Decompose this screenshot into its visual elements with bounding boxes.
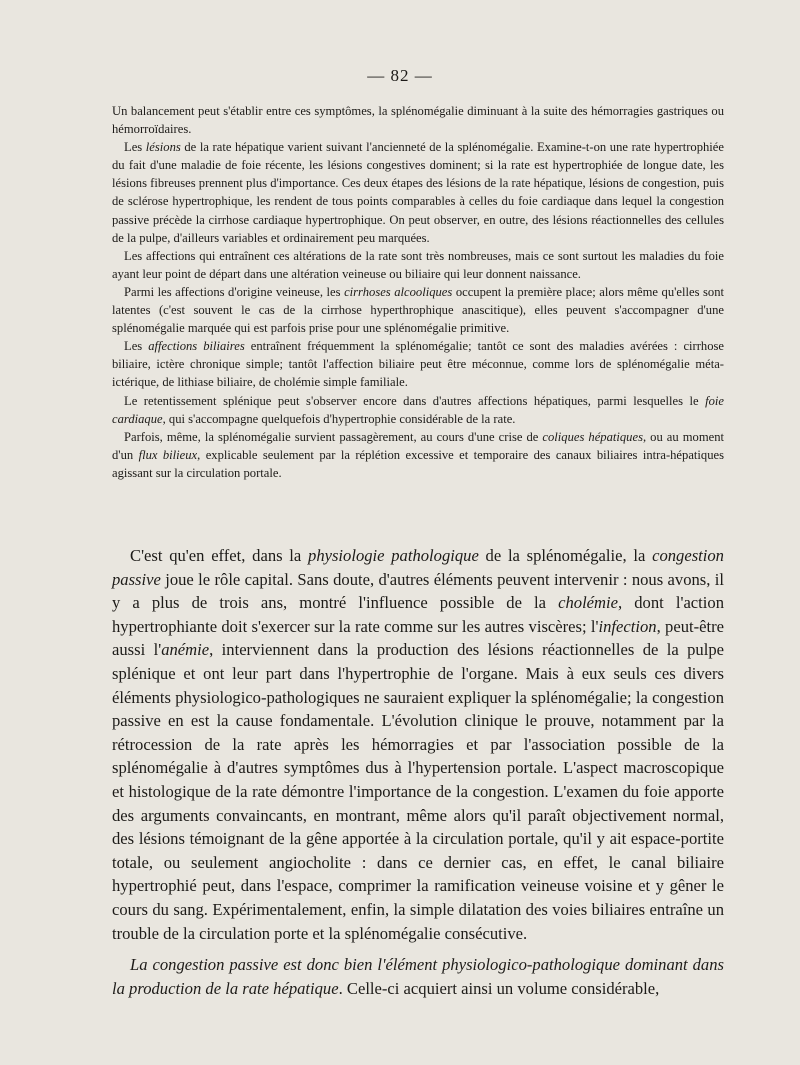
emphasis: physiologie pathologique [308,546,479,565]
paragraph [112,102,724,138]
emphasis: lésions [145,140,181,155]
paragraph [112,337,724,391]
paragraph [112,392,724,428]
paragraph-text: occupent la première place; alors même qu'elles sont latentes (c'est souvent le cas de la cirrhose hyperthrophique anascitique), elles peuvent s'accompagner d'une splénomégalie marquée qui est parfois prise pour une splénomégalie primitive. [112,284,725,336]
paragraph-text: , peut-être aussi l' [112,616,724,660]
paragraph-text: , ou au moment d'un [112,429,724,462]
emphasis: coliques hépatiques [542,429,643,444]
paragraph-text: C'est qu'en effet, dans la [130,546,309,565]
emphasis: cholémie [558,593,619,613]
paragraph-text: , dont l'action hypertrophiante doit s'exercer sur la rate comme sur les autres viscères; l' [112,593,724,636]
emphasis: foie cardiaque [112,393,724,426]
emphasis: cirrhoses alcooliques [344,284,453,299]
paragraph-text: , qui s'accompagne quelquefois d'hypertrophie considérable de la rate. [162,411,516,426]
paragraph [112,283,724,337]
paragraph [112,544,724,945]
paragraph [112,247,724,283]
paragraph-text: , explicable seulement par la réplétion excessive et temporaire des canaux biliaires intra-hépatiques agissant sur la circulation portale. [112,447,724,480]
paragraph-text: de la splénomégalie, la [478,546,653,565]
paragraph [112,953,724,1000]
small-print-section [112,102,724,482]
paragraph-text: Parfois, même, la splénomégalie survient passagèrement, au cours d'une crise de [124,429,543,444]
paragraph-text: Le retentissement splénique peut s'observer encore dans d'autres affections hépatiques, parmi lesquelles le [124,393,706,408]
paragraph [112,428,724,482]
paragraph-text: Les affections qui entraînent ces altérations de la rate sont très nombreuses, mais ce sont surtout les maladies du foie ayant leur point de départ dans une altération veineuse ou biliaire qui leur donnent naissance. [112,248,724,281]
emphasis: congestion passive [112,546,724,589]
emphasis: flux bilieux [138,447,198,462]
main-text-section [112,544,724,1000]
paragraph-text: Parmi les affections d'origine veineuse, les [124,284,345,299]
page-number: — 82 — [367,66,433,85]
emphasis: infection [598,616,657,636]
paragraph-text: Les [124,339,149,354]
paragraph-text: joue le rôle capital. Sans doute, d'autres éléments peuvent intervenir : nous avons, il y a plus de trois ans, montré l'influence possible de la [112,569,724,613]
paragraph-text: entraînent fréquemment la splénomégalie; tantôt ce sont des maladies avérées : cirrhose biliaire, ictère chronique simple; tantôt l'affection biliaire peut être méconnue, comme lors de splénomégalie méta-ictérique, de lithiase biliaire, de cholémie simple familiale. [112,339,725,390]
paragraph [112,138,724,247]
emphasis: La congestion passive est donc bien l'élément physiologico-pathologique dominant dans la production de la rate hépatique [112,955,724,998]
emphasis: affections biliaires [148,339,245,354]
paragraph-text: Les [124,140,146,155]
paragraph-text: . Celle-ci acquiert ainsi un volume considérable, [338,978,660,998]
paragraph-text: de la rate hépatique varient suivant l'ancienneté de la splénomégalie. Examine-t-on une rate hypertrophiée du fait d'une maladie de foie récente, les lésions congestives dominent; si la rate est hypertrophiée de longue date, les lésions fibreuses prennent plus d'importance. Ces deux étapes des lésions de la rate hépatique, lésions de congestion, puis de sclérose hypertrophique, les rendent de tous points comparables à celles du foie cardiaque dans lequel la congestion passive précède la cirrhose cardiaque hypertrophique. On peut observer, en outre, des lésions réactionnelles des cellules de la pulpe, d'ailleurs variables et ordinairement peu marquées. [112,140,724,245]
paragraph-text: Un balancement peut s'établir entre ces symptômes, la splénomégalie diminuant à la suite des hémorragies gastriques ou hémorroïdaires. [112,104,724,137]
paragraph-text: , interviennent dans la production des lésions réactionnelles de la pulpe splénique et ont leur part dans l'hypertrophie de l'organe. Mais à eux seuls ces divers éléments physiologico-pathologiques ne sauraient expliquer la splénomégalie; la congestion passive en est la cause fondamentale. L'évolution clinique le prouve, notamment par la rétrocession de la rate après les hémorragies et par l'association possible de la splénomégalie à d'autres symptômes dus à l'hypertension portale. L'aspect macroscopique et histologique de la rate démontre l'importance de la congestion. L'examen du foie apporte des arguments convaincants, en montrant, même alors qu'il paraît objectivement normal, des lésions témoignant de la gêne apportée à la circulation portale, qu'il y ait espace-portite totale, ou seulement angiocholite : dans ce dernier cas, en effet, le canal biliaire hypertrophié peut, dans l'espace, comprimer la ramification veineuse voisine et y gêner le cours du sang. Expérimentalement, enfin, la simple dilatation des voies biliaires entraîne un trouble de la circulation porte et la splénomégalie consécutive. [112,640,725,943]
emphasis: anémie [161,640,210,660]
